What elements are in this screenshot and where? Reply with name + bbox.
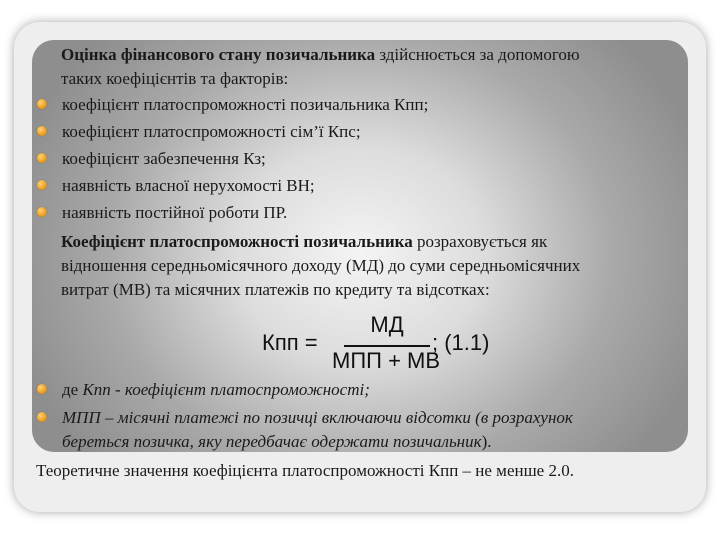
bullet-icon <box>37 99 47 109</box>
formula-lhs: Кпп = <box>262 330 318 355</box>
bullet-item: наявність власної нерухомості ВН; <box>62 176 315 195</box>
formula <box>262 312 492 372</box>
para-rest: розраховується як <box>412 232 548 251</box>
intro-bold: Оцінка фінансового стану позичальника <box>61 45 376 64</box>
bullet-icon <box>37 153 47 163</box>
formula-numerator: МД <box>370 312 404 337</box>
note-2-end: ). <box>481 432 492 451</box>
note-1-text: Кпп - коефіцієнт платоспроможності; <box>78 380 370 399</box>
intro-line-1 <box>61 43 580 66</box>
bullet-item: наявність постійної роботи ПР. <box>62 203 288 222</box>
formula-denominator: МПП + МВ <box>332 348 441 373</box>
fraction-bar <box>344 345 430 347</box>
bullet-icon <box>37 180 47 190</box>
bullet-icon <box>37 207 47 217</box>
footer-text: Теоретичне значення коефіцієнта платоспроможності Кпп – не менше 2.0. <box>36 461 574 480</box>
para-line-2: відношення середньомісячного доходу (МД) до суми середньомісячних <box>61 256 581 275</box>
note-1 <box>62 378 370 401</box>
bullet-item: коефіцієнт платоспроможності позичальника Кпп; <box>62 95 429 114</box>
bullet-icon <box>37 126 47 136</box>
note-2-italic: береться позичка, яку передбачає одержати позичальник <box>62 432 482 451</box>
para-line-3: витрат (МВ) та місячних платежів по кредиту та відсотках: <box>61 280 490 299</box>
note-2-line-1: МПП – місячні платежі по позичці включаючи відсотки (в розрахунок <box>62 408 573 427</box>
intro-line-2: таких коефіцієнтів та факторів: <box>61 69 289 88</box>
para-line-1 <box>61 230 547 253</box>
bullet-icon <box>37 384 47 394</box>
note-1-prefix: де <box>62 380 79 399</box>
formula-number: ; (1.1) <box>432 330 490 355</box>
note-2-line-2 <box>62 430 492 453</box>
bullet-item: коефіцієнт платоспроможності сім’ї Кпс; <box>62 122 361 141</box>
para-bold: Коефіцієнт платоспроможності позичальника <box>61 232 413 251</box>
intro-rest: здійснюється за допомогою <box>375 45 580 64</box>
bullet-item: коефіцієнт забезпечення Кз; <box>62 149 266 168</box>
bullet-icon <box>37 412 47 422</box>
